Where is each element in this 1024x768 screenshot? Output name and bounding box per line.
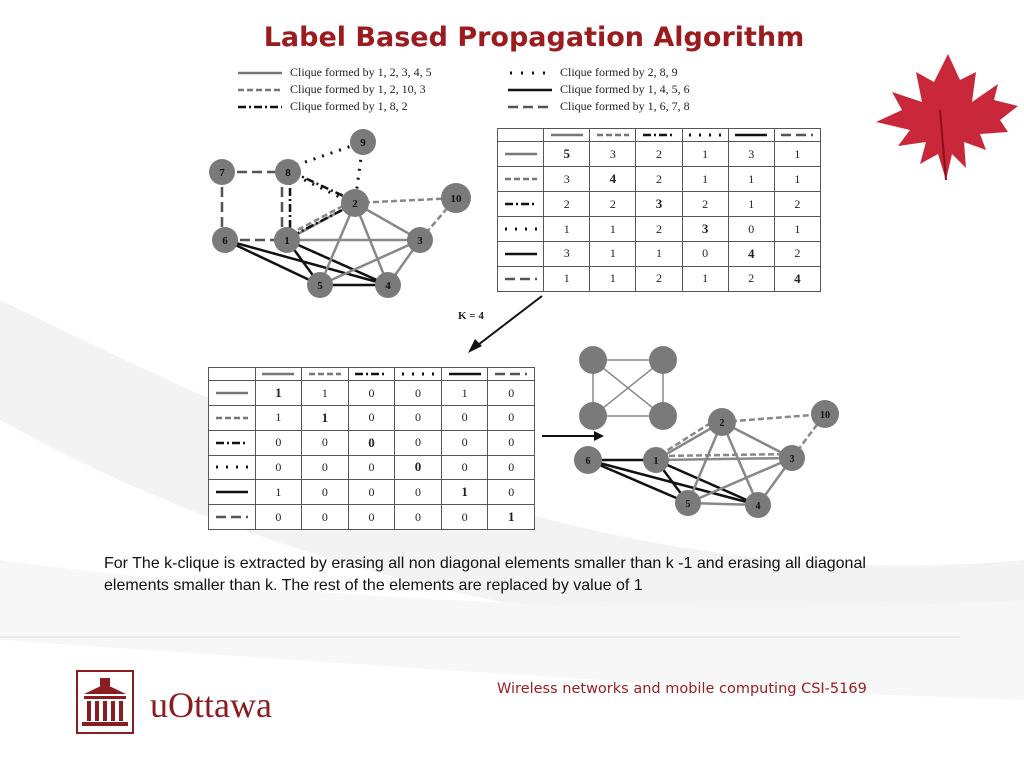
matrix-cell: 0 [488, 405, 535, 430]
matrix-cell: 1 [682, 266, 728, 291]
matrix-cell: 0 [441, 430, 488, 455]
matrix-cell: 0 [441, 405, 488, 430]
matrix-cell: 0 [395, 455, 442, 480]
matrix-row [209, 505, 535, 530]
legend-label: Clique formed by 2, 8, 9 [560, 65, 678, 79]
matrix-col-header [728, 129, 774, 142]
dashdot-line-icon [214, 439, 250, 447]
node-label: 6 [222, 235, 228, 247]
node-label: 3 [417, 235, 423, 247]
matrix-cell: 0 [488, 381, 535, 406]
node-label: 9 [360, 137, 366, 149]
matrix-cell: 3 [682, 217, 728, 242]
matrix-cell: 4 [728, 242, 774, 267]
longdash-line-icon [508, 102, 552, 112]
matrix-cell: 3 [544, 242, 590, 267]
legend-right [508, 64, 690, 115]
matrix-cell: 1 [488, 505, 535, 530]
matrix-row-header [209, 381, 256, 406]
matrix-cell: 0 [395, 480, 442, 505]
solid-gray-line-icon [503, 150, 539, 158]
matrix-row-header [209, 455, 256, 480]
matrix-cell: 1 [302, 381, 349, 406]
matrix-cell: 1 [441, 381, 488, 406]
node-label: 2 [719, 418, 725, 429]
matrix-row-header [498, 266, 544, 291]
matrix-cell: 0 [302, 430, 349, 455]
matrix-row [498, 192, 821, 217]
legend-item [508, 64, 690, 81]
matrix-cell: 0 [395, 505, 442, 530]
matrix-cell: 0 [395, 405, 442, 430]
matrix-row-header [498, 192, 544, 217]
matrix-cell: 1 [636, 242, 682, 267]
matrix-cell: 0 [395, 430, 442, 455]
caption-prefix: For [104, 555, 128, 572]
solid-black-line-icon [503, 250, 539, 258]
page-title: Label Based Propagation Algorithm [263, 22, 805, 53]
legend-label: Clique formed by 1, 2, 3, 4, 5 [290, 65, 432, 79]
matrix-row [209, 381, 535, 406]
matrix-col-header [348, 368, 395, 381]
node-label: 3 [789, 454, 795, 465]
solid-black-line-icon [508, 85, 552, 95]
matrix-col-header [774, 129, 820, 142]
node-label: 2 [352, 198, 358, 210]
matrix-col-header [488, 368, 535, 381]
node-label: 4 [755, 501, 761, 512]
matrix-col-header [544, 129, 590, 142]
matrix-cell: 1 [728, 192, 774, 217]
solid-gray-line-icon [238, 68, 282, 78]
matrix-cell: 1 [255, 405, 302, 430]
matrix-cell: 1 [682, 167, 728, 192]
result-graph [570, 400, 842, 522]
matrix-cell: 1 [728, 167, 774, 192]
matrix-cell: 1 [774, 217, 820, 242]
k-label: K = 4 [458, 310, 484, 322]
solid-gray-line-icon [549, 131, 585, 139]
longdash-line-icon [779, 131, 815, 139]
matrix-cell: 2 [636, 217, 682, 242]
matrix-cell: 3 [544, 167, 590, 192]
matrix-cell: 0 [255, 455, 302, 480]
matrix-col-header [590, 129, 636, 142]
matrix-row [498, 217, 821, 242]
node-label: 10 [820, 410, 830, 421]
matrix-cell: 0 [348, 430, 395, 455]
matrix-row-header [209, 430, 256, 455]
dashdot-line-icon [238, 102, 282, 112]
node-label: 6 [585, 456, 591, 467]
longdash-line-icon [503, 275, 539, 283]
matrix-row [498, 242, 821, 267]
maple-leaf-icon [868, 50, 1024, 185]
matrix-row-header [209, 480, 256, 505]
matrix-cell: 0 [488, 480, 535, 505]
matrix-cell: 2 [774, 192, 820, 217]
matrix-row [498, 142, 821, 167]
dashed-gray-line-icon [238, 85, 282, 95]
longdash-line-icon [214, 513, 250, 521]
solid-black-line-icon [733, 131, 769, 139]
matrix-col-header [395, 368, 442, 381]
dashdot-line-icon [503, 200, 539, 208]
matrix-cell: 3 [590, 142, 636, 167]
matrix-cell: 2 [682, 192, 728, 217]
matrix-header-row [209, 368, 535, 381]
matrix-cell: 1 [590, 242, 636, 267]
node-label: 7 [219, 167, 225, 179]
matrix-row [209, 430, 535, 455]
matrix-cell: 2 [636, 142, 682, 167]
matrix-cell: 2 [544, 192, 590, 217]
course-name: Wireless networks and mobile computing CSI-5169 [497, 681, 867, 697]
footer-divider [0, 636, 960, 638]
solid-gray-line-icon [214, 389, 250, 397]
dotted-line-icon [508, 68, 552, 78]
matrix-col-header [636, 129, 682, 142]
matrix-cell: 2 [774, 242, 820, 267]
matrix-cell: 0 [255, 505, 302, 530]
matrix-col-header [682, 129, 728, 142]
matrix-cell: 0 [302, 480, 349, 505]
matrix-cell: 1 [682, 142, 728, 167]
matrix-cell: 2 [636, 266, 682, 291]
matrix-row [209, 455, 535, 480]
matrix-cell: 0 [488, 455, 535, 480]
clique-overlap-matrix [497, 128, 821, 292]
matrix-cell: 1 [255, 381, 302, 406]
matrix-cell: 0 [395, 381, 442, 406]
matrix-cell: 0 [682, 242, 728, 267]
node-label: 1 [284, 235, 290, 247]
dotted-line-icon [503, 225, 539, 233]
matrix-corner [498, 129, 544, 142]
matrix-cell: 0 [488, 430, 535, 455]
matrix-corner [209, 368, 256, 381]
matrix-cell: 1 [255, 480, 302, 505]
matrix-cell: 1 [774, 167, 820, 192]
matrix-col-header [302, 368, 349, 381]
dotted-line-icon [214, 463, 250, 471]
node-label: 1 [653, 456, 659, 467]
matrix-cell: 0 [348, 381, 395, 406]
dashed-gray-line-icon [595, 131, 631, 139]
caption [104, 553, 894, 597]
matrix-row-header [209, 405, 256, 430]
legend-item [238, 64, 432, 81]
matrix-row-header [498, 167, 544, 192]
matrix-cell: 1 [544, 266, 590, 291]
node-label: 5 [685, 499, 691, 510]
matrix-col-header [441, 368, 488, 381]
matrix-cell: 0 [302, 505, 349, 530]
matrix-cell: 0 [441, 505, 488, 530]
matrix-row [209, 480, 535, 505]
dashed-gray-line-icon [214, 414, 250, 422]
uottawa-logo-text: uOttawa [150, 685, 272, 725]
legend-label: Clique formed by 1, 4, 5, 6 [560, 82, 690, 96]
matrix-cell: 1 [544, 217, 590, 242]
matrix-header-row [498, 129, 821, 142]
matrix-cell: 4 [774, 266, 820, 291]
node-label: 10 [450, 193, 462, 205]
matrix-cell: 3 [728, 142, 774, 167]
matrix-row-header [498, 217, 544, 242]
down-arrow-icon [460, 290, 550, 360]
matrix-cell: 5 [544, 142, 590, 167]
node-label: 8 [285, 167, 291, 179]
legend-label: Clique formed by 1, 6, 7, 8 [560, 99, 690, 113]
legend-label: Clique formed by 1, 2, 10, 3 [290, 82, 426, 96]
node-label: 5 [317, 280, 323, 292]
dashed-gray-line-icon [503, 175, 539, 183]
matrix-cell: 1 [774, 142, 820, 167]
matrix-cell: 1 [590, 217, 636, 242]
matrix-cell: 2 [636, 167, 682, 192]
matrix-row-header [498, 242, 544, 267]
solid-gray-line-icon [260, 370, 296, 378]
dashdot-line-icon [641, 131, 677, 139]
clique-graph [200, 128, 480, 300]
binary-clique-matrix [208, 367, 535, 530]
matrix-col-header [255, 368, 302, 381]
matrix-cell: 2 [590, 192, 636, 217]
dashdot-line-icon [353, 370, 389, 378]
matrix-cell: 0 [728, 217, 774, 242]
caption-text: The k-clique is extracted by erasing all non diagonal elements smaller than k -1 and erasing all diagonal elements smaller than k. The rest of the elements are replaced by value of 1 [104, 555, 866, 594]
matrix-cell: 0 [302, 455, 349, 480]
matrix-cell: 3 [636, 192, 682, 217]
matrix-cell: 0 [348, 455, 395, 480]
node-label: 4 [385, 280, 391, 292]
matrix-cell: 0 [348, 505, 395, 530]
dotted-line-icon [400, 370, 436, 378]
dotted-line-icon [687, 131, 723, 139]
solid-black-line-icon [447, 370, 483, 378]
matrix-cell: 1 [590, 266, 636, 291]
dashed-gray-line-icon [307, 370, 343, 378]
legend-item [238, 98, 432, 115]
matrix-row [498, 266, 821, 291]
matrix-cell: 1 [302, 405, 349, 430]
legend-left [238, 64, 432, 115]
matrix-cell: 0 [348, 405, 395, 430]
matrix-row-header [209, 505, 256, 530]
matrix-cell: 0 [441, 455, 488, 480]
matrix-row [498, 167, 821, 192]
legend-item [508, 81, 690, 98]
matrix-row [209, 405, 535, 430]
legend-label: Clique formed by 1, 8, 2 [290, 99, 408, 113]
legend-item [508, 98, 690, 115]
uottawa-logo-icon [76, 670, 134, 734]
matrix-cell: 1 [441, 480, 488, 505]
legend-item [238, 81, 432, 98]
solid-black-line-icon [214, 488, 250, 496]
matrix-row-header [498, 142, 544, 167]
matrix-cell: 0 [255, 430, 302, 455]
matrix-cell: 4 [590, 167, 636, 192]
matrix-cell: 2 [728, 266, 774, 291]
longdash-line-icon [493, 370, 529, 378]
matrix-cell: 0 [348, 480, 395, 505]
